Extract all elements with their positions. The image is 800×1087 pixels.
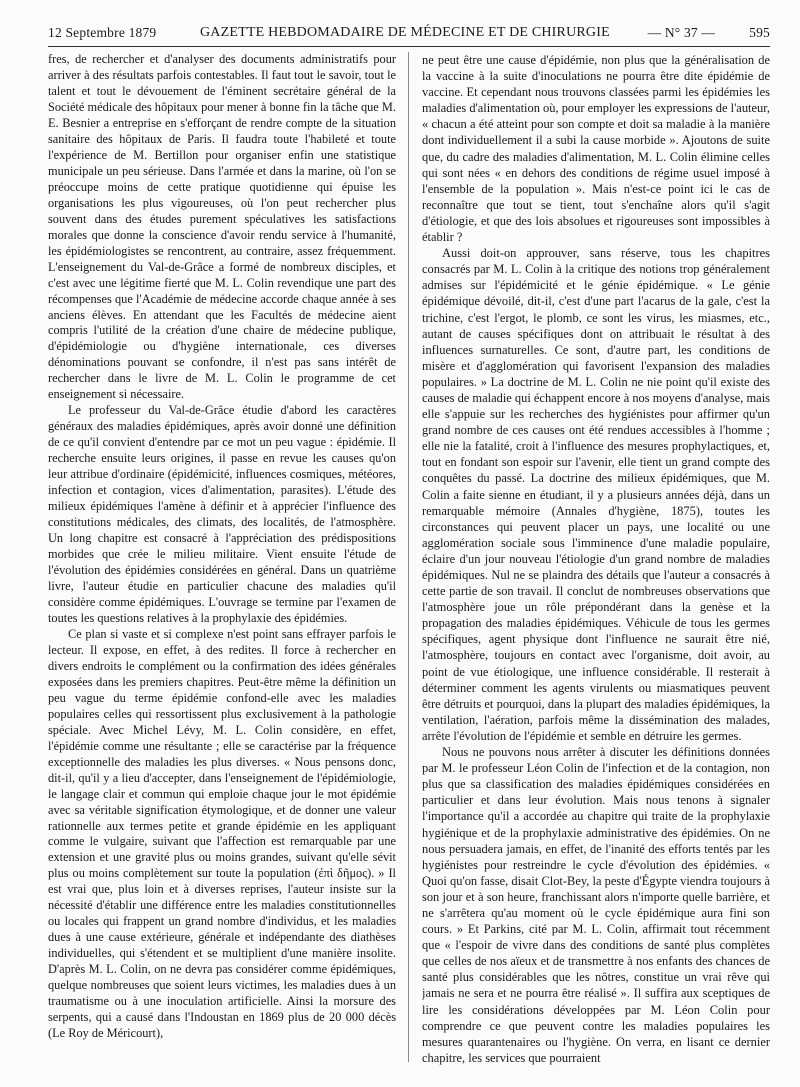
paragraph: ne peut être une cause d'épidémie, non plus que la généralisation de la vaccine à la suite d'inoculations ne pourra être dite épidémie de vaccine. Et cependant nous trouvons classées parmi les épidémies les maladies d'alimentation où, pour employer les expressions de l'auteur, « chacun a été atteint pour son compte et doit sa maladie à la manière dont individuellement il a subi la cause morbide ». Ajoutons de suite que, du cadre des maladies d'alimentation, M. L. Colin élimine celles qui sont nées « en dehors des conditions de régime usuel imposé à l'ensemble de la population ». Mais n'est-ce point ici le cas de reconnaître que tout se tient, tout s'enchaîne alors qu'il s'agit d'étiologie, et que des lois absolues et rigoureuses sont impossibles à établir ? bbox=[422, 53, 770, 245]
issue-number: — N° 37 — bbox=[647, 25, 716, 40]
paragraph: Aussi doit-on approuver, sans réserve, tous les chapitres consacrés par M. L. Colin à la critique des notions trop généralement admises sur l'épidémicité et le génie épidémique. « Le génie épidémique dévoilé, dit-il, c'est d'une part l'acarus de la gale, c'est la trichine, c'est l'ergot, le plomb, ce sont les virus, les miasmes, etc., autant de causes spécifiques dont on attribuait le résultat à des influences surnaturelles. Ce sont, d'autre part, les conditions de misère et d'agglomération qui favorisent l'expansion des maladies populaires. » La doctrine de M. L. Colin ne nie point qu'il existe des causes de maladie qui échappent encore à nos moyens d'analyse, mais elle s'appuie sur les recherches des hygiénistes pour affirmer qu'un grand nombre de ces causes ont été rendues accessibles à l'homme ; elle nie la fatalité, croit à l'influence des mesures prophylactiques, et, tout en fondant son espoir sur l'avenir, elle tient un grand compte des conquêtes du passé. La doctrine des milieux épidémiques, que M. Colin a faite sienne en étudiant, il y a plusieurs années déjà, dans un remarquable mémoire (Annales d'hygiène, 1875), toutes les circonstances qui peuvent placer un pays, une localité ou une agglomération sociale sous l'imminence d'une maladie populaire, éclaire d'un jour nouveau l'étiologie d'un grand nombre de maladies épidémiques. Nul ne se plaindra des détails que l'auteur a consacrés à cette partie de son travail. Il conclut de nombreuses observations que l'atmosphère joue un rôle prépondérant dans la genèse et la propagation des maladies épidémiques. Véhicule de tous les germes spécifiques, agent physique dont l'influence ne saurait être nié, l'atmosphère, toujours en contact avec l'organisme, doit avoir, au point de vue étiologique, une influence considérable. Il resterait à déterminer comment les agents virulents ou miasmatiques peuvent être détruits et pourquoi, dans la plupart des maladies épidémiques, la ventilation, l'aération, parfois même la dissémination des malades, arrête l'évolution de l'épidémie et semble en détruire les germes. bbox=[422, 246, 770, 743]
page-date: 12 Septembre 1879 bbox=[48, 25, 157, 40]
issue-and-page bbox=[648, 22, 770, 44]
page-number: 595 bbox=[749, 25, 770, 40]
right-column bbox=[422, 52, 770, 1077]
running-head bbox=[48, 22, 770, 44]
column-divider bbox=[408, 52, 409, 1062]
paragraph: Nous ne pouvons nous arrêter à discuter les définitions données par M. le professeur Léon Colin de l'infection et de la contagion, non plus que sa classification des maladies épidémiques considérées en particulier et dans leur évolution. Mais nous tenons à signaler l'importance qu'il a accordée au chapitre qui traite de la prophylaxie hygiénique et de la prophylaxie administrative des épidémies. On ne nous persuadera jamais, en effet, de l'inanité des efforts tentés par les hygiénistes pour restreindre le cycle d'évolution des épidémies. « Quoi qu'on fasse, disait Clot-Bey, la peste d'Égypte viendra toujours à son jour et à son heure, franchissant alors n'importe quelle barrière, et ne s'arrêtera qu'au moment où le cycle épidémique aura fini son cours. » Et Parkins, cité par M. L. Colin, affirmait tout récemment que « l'espoir de vivre dans des conditions de santé plus complètes que celles de nos aïeux et de transmettre à nos enfants des chances de santé plus considérables que les nôtres, constitue un vrai rêve qui jamais ne sera et ne pourra être réalisé ». Il suffira aux sceptiques de lire les considérations développées par M. Léon Colin pour comprendre ce que peuvent contre les maladies populaires les mesures quarantenaires ou l'hygiène. On verra, en lisant ce dernier chapitre, les services que pourraient bbox=[422, 745, 770, 1065]
left-column bbox=[48, 52, 396, 1077]
paragraph: Ce plan si vaste et si complexe n'est point sans effrayer parfois le lecteur. Il expose, en effet, à des redites. Il force à rechercher en divers endroits le complément ou la confirmation des idées générales exposées dans les premiers chapitres. Peut-être même la définition un peu vague du terme épidémie confond-elle avec les maladies populaires celles qui ressortissent plus exclusivement à la pathologie spéciale. Avec Michel Lévy, M. L. Colin considère, en effet, l'épidémie comme une résultante ; elle se caractérise par la fréquence exceptionnelle des maladies les plus diverses. « Nous pensons donc, dit-il, qu'il y a lieu d'accepter, dans l'enseignement de l'épidémiologie, le langage clair et commun qui emploie chaque jour le mot épidémie avec sa véritable signification étymologique, et de donner une valeur rationnelle aux termes petite et grande épidémie en les appliquant comme le vulgaire, suivant que l'affection est remarquable par une extension et une gravité plus ou moins grandes, suivant qu'elle sévit plus ou moins complètement sur toute la population (ἐπὶ δῆμος). » Il est vrai que, plus loin et à diverses reprises, l'auteur insiste sur la nécessité d'établir une différence entre les maladies constitutionnelles ou locales qui frappent un grand nombre d'individus, et les maladies dues à une cause extérieure, générale et indépendante des diathèses individuelles, qui s'étendent et se multiplient d'une manière insolite. D'après M. L. Colin, on ne devra pas considérer comme épidémiques, quelque nombreuses que soient leurs victimes, les maladies dues à un traumatisme ou à une inoculation artificielle. Ainsi la morsure des serpents, qui a causé dans l'Indoustan en 1869 plus de 20 000 décès (Le Roy de Méricourt), bbox=[48, 626, 396, 1041]
paragraph: Le professeur du Val-de-Grâce étudie d'abord les caractères généraux des maladies épidémiques, après avoir donné une définition de ce qu'il convient d'entendre par ce mot un peu vague : épidémie. Il recherche ensuite leurs origines, il passe en revue les causes qu'on leur attribue d'ordinaire (épidémicité, influences cosmiques, météores, infection et contagion, vices d'alimentation, parasites). L'étude des milieux épidémiques l'amène à définir et à apprécier l'influence des constitutions médicales, des climats, des localités, de l'atmosphère. Un long chapitre est consacré à l'appréciation des prédispositions morbides que crée le milieu militaire. Vient ensuite l'étude de l'évolution des épidémies considérées en général. Dans un quatrième livre, l'auteur étudie en particulier chacune des maladies qu'il considère comme épidémiques. L'ouvrage se termine par l'examen de toutes les questions relatives à la prophylaxie des épidémies. bbox=[48, 403, 396, 625]
paragraph: fres, de rechercher et d'analyser des documents administratifs pour arriver à des résultats parfois contestables. Il faut tout le savoir, tout le talent et tout le dévouement de l'éminent secrétaire général de la Société médicale des hôpitaux pour mener à bonne fin la tâche que M. E. Besnier a entreprise en s'efforçant de rendre compte de la situation sanitaire des hôpitaux de Paris. Il faudra toute l'habileté et toute l'expérience de M. Bertillon pour organiser enfin une statistique municipale un peu sérieuse. Dans l'armée et dans la marine, où l'on se préoccupe moins de cette pratique quotidienne qui épuise les organisations les plus vigoureuses, où l'on peut rechercher plus souvent dans des études purement spéculatives les satisfactions morales que donne la conscience d'avoir rendu service à l'humanité, les épidémiologistes se rencontrent, au contraire, assez fréquemment. L'enseignement du Val-de-Grâce a formé de nombreux disciples, et c'est avec une légitime fierté que M. L. Colin revendique une part des récompenses que l'Académie de médecine accorde chaque année à ses anciens élèves. En attendant que les Facultés de médecine aient compris l'utilité de la création d'une chaire de médecine publique, d'épidémiologie ou d'hygiène internationale, ces diverses dénominations pouvant se confondre, il n'est pas sans intérêt de rechercher dans le livre de M. L. Colin le programme de cet enseignement si nécessaire. bbox=[48, 52, 396, 402]
header-rule bbox=[48, 46, 770, 47]
journal-title: GAZETTE HEBDOMADAIRE DE MÉDECINE ET DE CHIRURGIE bbox=[200, 25, 610, 40]
